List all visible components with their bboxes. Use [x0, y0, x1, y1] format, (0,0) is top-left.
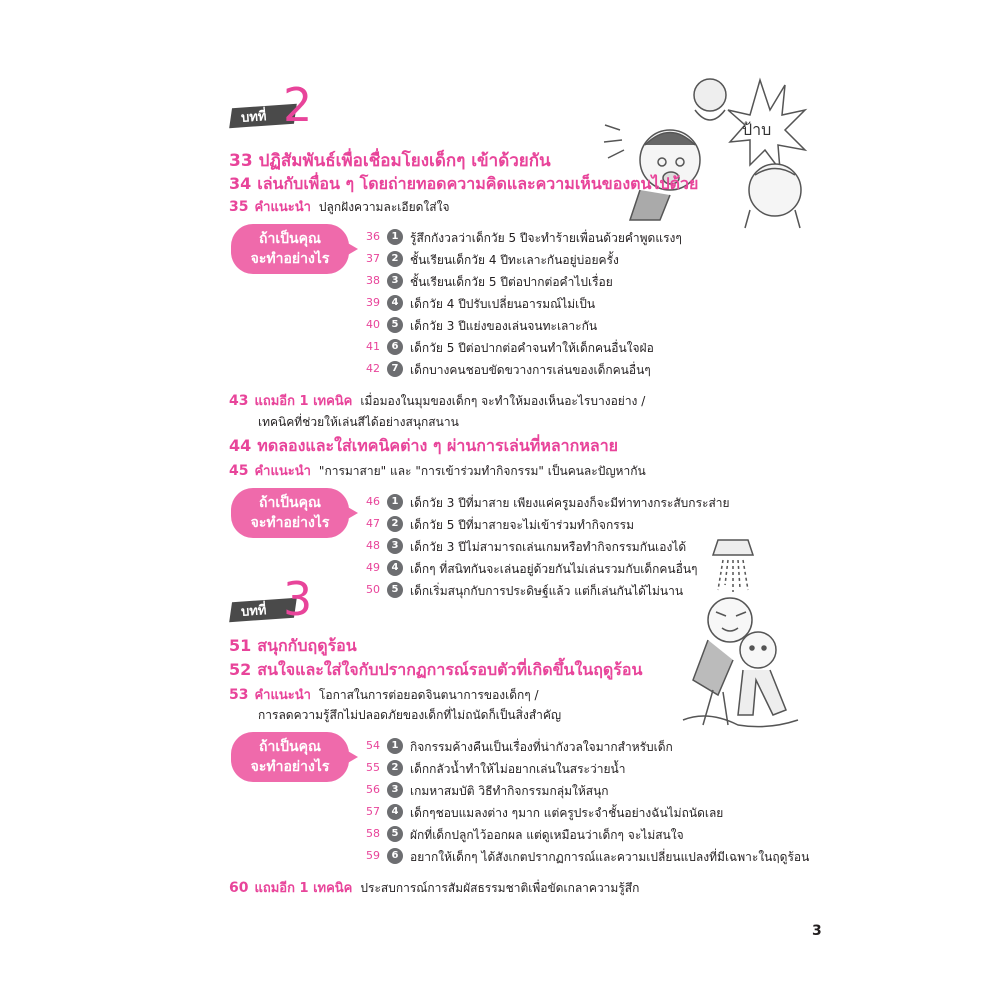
page-ref: 56 — [366, 783, 380, 796]
page-ref: 41 — [366, 340, 380, 353]
question-text: กิจกรรมค้างคืนเป็นเรื่องที่น่ากังวลใจมากสำหรับเด็ก — [410, 740, 673, 754]
page-ref: 55 — [366, 761, 380, 774]
question-text: เกมหาสมบัติ วิธีทำกิจกรรมกลุ่มให้สนุก — [410, 784, 609, 798]
page-ref: 39 — [366, 296, 380, 309]
page-ref: 38 — [366, 274, 380, 287]
page-ref: 49 — [366, 561, 380, 574]
question-text: อยากให้เด็กๆ ได้สังเกตปรากฏการณ์และความเปลี่ยนแปลงที่มีเฉพาะในฤดูร้อน — [410, 850, 810, 864]
chapter-number: 2 — [283, 78, 313, 132]
page-ref: 37 — [366, 252, 380, 265]
page-ref: 47 — [366, 517, 380, 530]
question-text: เด็กวัย 3 ปีแย่งของเล่นจนทะเลาะกัน — [410, 319, 598, 333]
item-number-badge: 6 — [387, 339, 403, 355]
question-text: ชั้นเรียนเด็กวัย 4 ปีทะเลาะกันอยู่บ่อยครั้ง — [410, 253, 619, 267]
page-ref: 54 — [366, 739, 380, 752]
item-number-badge: 6 — [387, 848, 403, 864]
item-number-badge: 5 — [387, 582, 403, 598]
chapter-word: บทที่ — [240, 109, 267, 126]
section-heading: 33 ปฏิสัมพันธ์เพื่อเชื่อมโยงเด็กๆ เข้าด้วยกัน — [229, 151, 551, 171]
item-number-badge: 5 — [387, 317, 403, 333]
question-text: เด็กวัย 5 ปีต่อปากต่อคำจนทำให้เด็กคนอื่นใจฝ่อ — [410, 341, 654, 355]
page-number: 3 — [812, 923, 822, 939]
page-ref: 42 — [366, 362, 380, 375]
what-would-you-do-bubble: ถ้าเป็นคุณ จะทำอย่างไร — [231, 224, 349, 274]
page-ref: 46 — [366, 495, 380, 508]
kids-fighting-illustration — [600, 70, 810, 230]
page-ref: 58 — [366, 827, 380, 840]
section-heading: 34 เล่นกับเพื่อน ๆ โดยถ่ายทอดความคิดและความเห็นของตนไปด้วย — [229, 174, 699, 193]
question-text: เด็กวัย 4 ปีปรับเปลี่ยนอารมณ์ไม่เป็น — [410, 297, 596, 311]
page-ref: 50 — [366, 583, 380, 596]
item-number-badge: 1 — [387, 738, 403, 754]
chapter-2-tag — [231, 78, 321, 132]
advice-line: 45 คำแนะนำ "การมาสาย" และ "การเข้าร่วมทำกิจกรรม" เป็นคนละปัญหากัน — [229, 463, 646, 479]
item-number-badge: 4 — [387, 295, 403, 311]
question-text: รู้สึกกังวลว่าเด็กวัย 5 ปีจะทำร้ายเพื่อนด้วยคำพูดแรงๆ — [410, 231, 682, 245]
page-ref: 48 — [366, 539, 380, 552]
kids-shower-illustration — [678, 530, 808, 730]
section-heading: 52 สนใจและใส่ใจกับปรากฏการณ์รอบตัวที่เกิดขึ้นในฤดูร้อน — [229, 660, 643, 679]
chapter-word: บทที่ — [240, 603, 267, 620]
page-ref: 36 — [366, 230, 380, 243]
item-number-badge: 1 — [387, 494, 403, 510]
item-number-badge: 3 — [387, 538, 403, 554]
question-text: เด็กกลัวน้ำทำให้ไม่อยากเล่นในสระว่ายน้ำ — [410, 762, 626, 776]
item-number-badge: 4 — [387, 804, 403, 820]
page-ref: 57 — [366, 805, 380, 818]
item-number-badge: 2 — [387, 251, 403, 267]
question-text: เด็กๆชอบแมลงต่าง ๆมาก แต่ครูประจำชั้นอย่างฉันไม่ถนัดเลย — [410, 806, 724, 820]
item-number-badge: 1 — [387, 229, 403, 245]
item-number-badge: 7 — [387, 361, 403, 377]
question-text: เด็กเริ่มสนุกกับการประดิษฐ์แล้ว แต่ก็เล่นกันได้ไม่นาน — [410, 584, 684, 598]
question-text: ชั้นเรียนเด็กวัย 5 ปีต่อปากต่อคำไปเรื่อย — [410, 275, 613, 289]
what-would-you-do-bubble: ถ้าเป็นคุณ จะทำอย่างไร — [231, 488, 349, 538]
page-ref: 40 — [366, 318, 380, 331]
chapter-3-tag — [231, 572, 321, 626]
item-number-badge: 3 — [387, 273, 403, 289]
extra-technique-line: 60 แถมอีก 1 เทคนิค ประสบการณ์การสัมผัสธรรมชาติเพื่อขัดเกลาความรู้สึก — [229, 880, 640, 896]
chapter-number: 3 — [283, 572, 313, 626]
question-text: ผักที่เด็กปลูกไว้ออกผล แต่ดูเหมือนว่าเด็กๆ จะไม่สนใจ — [410, 828, 684, 842]
page-ref: 59 — [366, 849, 380, 862]
question-text: เด็กวัย 3 ปีที่มาสาย เพียงแค่ครูมองก็จะมีท่าทางกระสับกระส่าย — [410, 496, 730, 510]
what-would-you-do-bubble: ถ้าเป็นคุณ จะทำอย่างไร — [231, 732, 349, 782]
question-text: เด็กบางคนชอบขัดขวางการเล่นของเด็กคนอื่นๆ — [410, 363, 651, 377]
item-number-badge: 3 — [387, 782, 403, 798]
section-heading: 44 ทดลองและใส่เทคนิคต่าง ๆ ผ่านการเล่นที่หลากหลาย — [229, 436, 619, 455]
item-number-badge: 2 — [387, 760, 403, 776]
question-text: เด็กวัย 3 ปีไม่สามารถเล่นเกมหรือทำกิจกรรมกันเองได้ — [410, 540, 687, 554]
extra-technique-line: 43 แถมอีก 1 เทคนิค เมื่อมองในมุมของเด็กๆ จะทำให้มองเห็นอะไรบางอย่าง / — [229, 393, 646, 409]
advice-line: 35 คำแนะนำ ปลูกฝังความละเอียดใส่ใจ — [229, 199, 450, 215]
question-text: เด็กวัย 5 ปีที่มาสายจะไม่เข้าร่วมทำกิจกรรม — [410, 518, 635, 532]
item-number-badge: 5 — [387, 826, 403, 842]
section-heading: 51 สนุกกับฤดูร้อน — [229, 636, 357, 655]
item-number-badge: 2 — [387, 516, 403, 532]
question-text: เด็กๆ ที่สนิทกันจะเล่นอยู่ด้วยกันไม่เล่นรวมกับเด็กคนอื่นๆ — [410, 562, 698, 576]
exclaim-text: ป้าบ — [742, 120, 772, 139]
item-number-badge: 4 — [387, 560, 403, 576]
extra-technique-continuation: เทคนิคที่ช่วยให้เล่นสีได้อย่างสนุกสนาน — [258, 415, 459, 429]
advice-continuation: การลดความรู้สึกไม่ปลอดภัยของเด็กที่ไม่ถนัดก็เป็นสิ่งสำคัญ — [258, 708, 562, 722]
advice-line: 53 คำแนะนำ โอกาสในการต่อยอดจินตนาการของเด็กๆ / — [229, 687, 539, 703]
